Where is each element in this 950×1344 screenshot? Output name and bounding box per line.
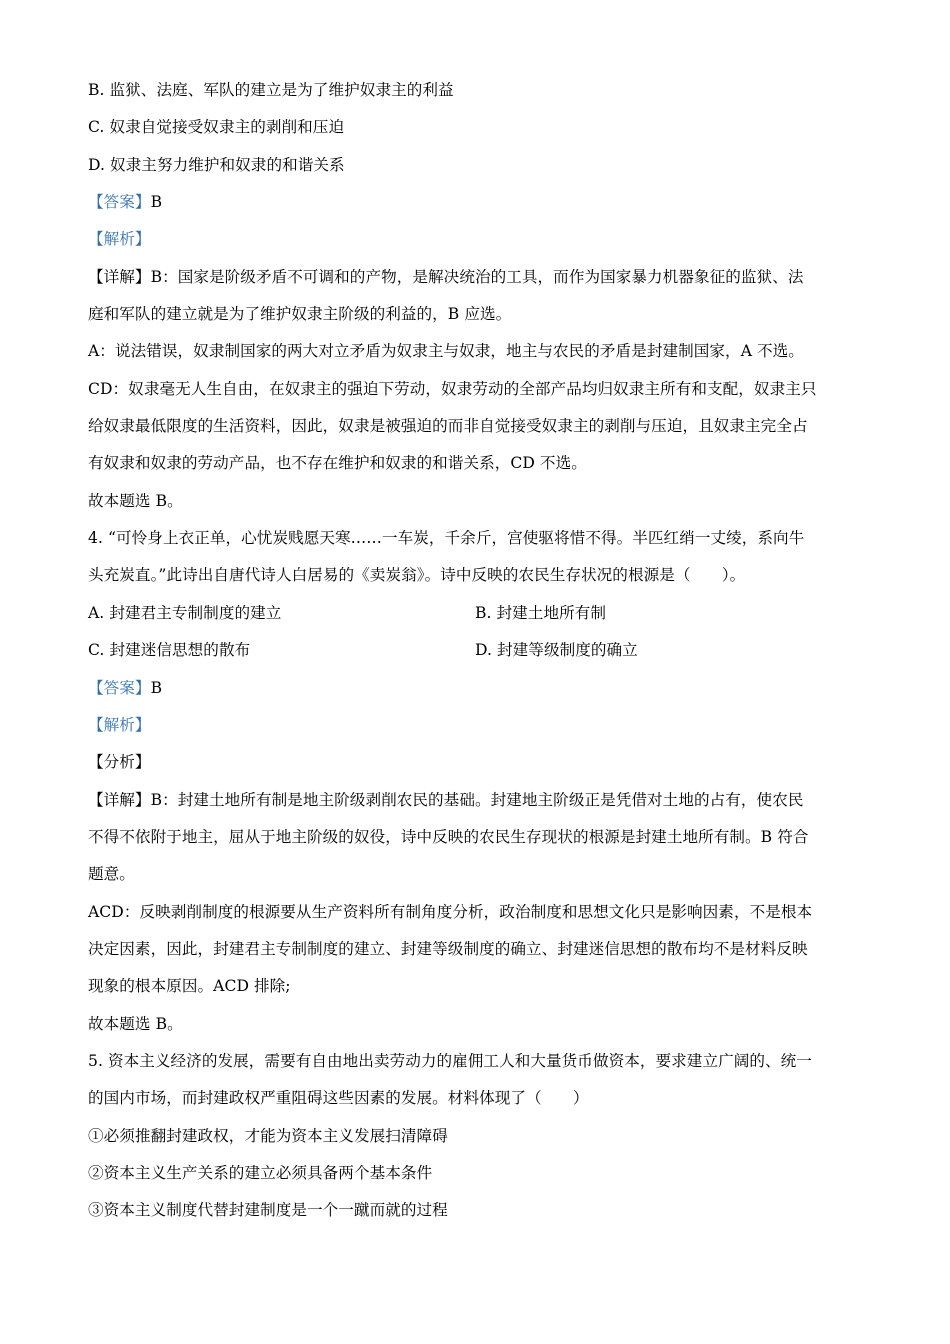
q5-item-3: ③资本主义制度代替封建制度是一个一蹴而就的过程 [88,1201,448,1220]
answer-tag: 【答案】 [88,193,151,212]
q5-item-2: ②资本主义生产关系的建立必须具备两个基本条件 [88,1163,433,1182]
q3-analysis-tag: 【解析】 [88,230,151,249]
document-page [88,72,868,1230]
q4-stem-line: 4. “可怜身上衣正单，心忧炭贱愿天寒……一车炭，千余斤，宫使驱将惜不得。半匹红绡一丈绫，系向牛 [88,529,805,548]
q4-answer [88,670,868,707]
q3-detail-line: 给奴隶最低限度的生活资料，因此，奴隶是被强迫的而非自觉接受奴隶主的剥削与压迫，且奴隶主完全占 [88,417,808,436]
q3-detail-line: 庭和军队的建立就是为了维护奴隶主阶级的利益的，B 应选。 [88,305,512,324]
q3-option-b: B. 监狱、法庭、军队的建立是为了维护奴隶主的利益 [88,81,454,99]
q3-detail-line: 有奴隶和奴隶的劳动产品，也不存在维护和奴隶的和谐关系，CD 不选。 [88,454,587,473]
q4-option-a: A. 封建君主专制制度的建立 [88,603,282,622]
answer-value: B [150,193,163,212]
q4-detail-line: 现象的根本原因。ACD 排除; [88,977,291,996]
q3-conclusion: 故本题选 B。 [88,491,183,510]
q4-options-row [88,632,868,669]
q4-conclusion: 故本题选 B。 [88,1014,183,1033]
q3-detail-line: CD：奴隶毫无人生自由，在奴隶主的强迫下劳动，奴隶劳动的全部产品均归奴隶主所有和支配，奴隶主只 [88,379,817,398]
q4-detail-line: 决定因素，因此，封建君主专制制度的建立、封建等级制度的确立、封建迷信思想的散布均不是材料反映 [88,939,808,958]
q4-option-d: D. 封建等级制度的确立 [475,641,638,660]
q4-option-c: C. 封建迷信思想的散布 [88,641,251,660]
q4-stem-line: 头充炭直。”此诗出自唐代诗人白居易的《卖炭翁》。诗中反映的农民生存状况的根源是（ ）。 [88,566,746,585]
q4-detail-line: 题意。 [88,865,135,884]
q5-item-1: ①必须推翻封建政权，才能为资本主义发展扫清障碍 [88,1126,448,1145]
q3-detail-line: A：说法错误，奴隶制国家的两大对立矛盾为奴隶主与奴隶，地主与农民的矛盾是封建制国家，A 不选。 [88,342,804,361]
q5-stem-line: 5. 资本主义经济的发展，需要有自由地出卖劳动力的雇佣工人和大量货币做资本，要求建立广阔的、统一 [88,1051,812,1070]
q4-option-b: B. 封建土地所有制 [475,603,607,622]
q5-stem-line: 的国内市场，而封建政权严重阻碍这些因素的发展。材料体现了（ ） [88,1089,589,1108]
q4-options-row [88,595,868,632]
q3-detail-line: 【详解】B：国家是阶级矛盾不可调和的产物，是解决统治的工具，而作为国家暴力机器象征的监狱、法 [88,267,804,286]
q4-detail-line: 不得不依附于地主，屈从于地主阶级的奴役，诗中反映的农民生存现状的根源是封建土地所有制。B 符合 [88,827,809,846]
q4-detail-line: 【详解】B：封建土地所有制是地主阶级剥削农民的基础。封建地主阶级正是凭借对土地的占有，使农民 [88,790,804,809]
answer-tag: 【答案】 [88,678,151,697]
q3-option-c: C. 奴隶自觉接受奴隶主的剥削和压迫 [88,118,345,137]
q4-analysis-tag: 【解析】 [88,715,151,734]
q3-answer [88,184,868,221]
answer-value: B [150,678,163,697]
q3-option-d: D. 奴隶主努力维护和奴隶的和谐关系 [88,155,345,174]
q4-fenxi-tag: 【分析】 [88,753,151,772]
q4-detail-line: ACD：反映剥削制度的根源要从生产资料所有制角度分析，政治制度和思想文化只是影响因素，不是根本 [88,902,813,921]
